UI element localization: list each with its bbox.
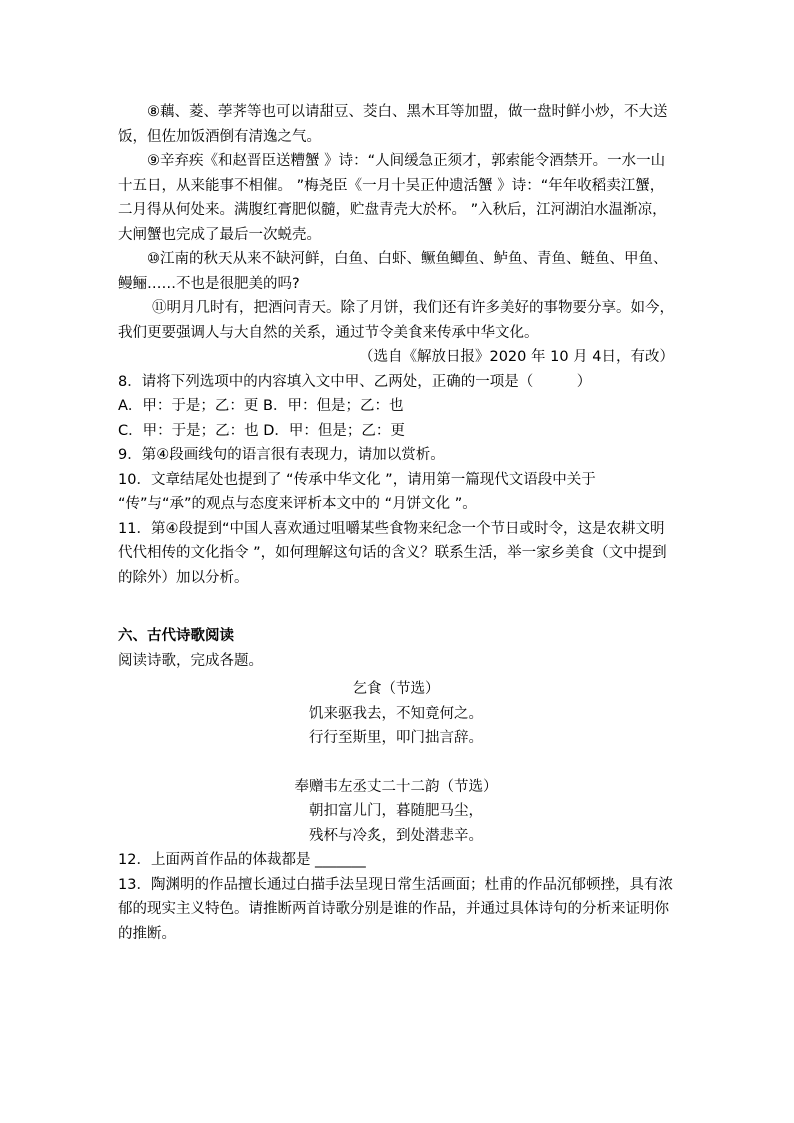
poem1-line-2: 行行至斯里，叩门拙言辞。 [309, 730, 483, 746]
document-page [118, 100, 674, 946]
paragraph-8: ⑧藕、菱、荸荠等也可以请甜豆、茭白、黑木耳等加盟，做一盘时鲜小炒，不大送饭，但佐加饭酒倒有清逸之气。 [118, 104, 668, 145]
question-8: 8．请将下列选项中的内容填入文中甲、乙两处，正确的一项是（ ） [118, 373, 592, 390]
section-heading: 六、古代诗歌阅读 [118, 628, 234, 644]
poem1-line-1: 饥来驱我去，不知竟何之。 [309, 705, 483, 722]
question-10: 10．文章结尾处也提到了 “传承中华文化 ”，请用第一篇现代文语段中关于 “传”与“承”的观点与态度来评析本文中的 “月饼文化 ”。 [118, 471, 596, 512]
question-8-options-cd: C．甲：于是；乙：也 D．甲：但是；乙：更 [118, 422, 405, 439]
source-citation: （选自《解放日报》2020 年 10 月 4日，有改） [358, 349, 674, 365]
poem2-line-2: 残杯与冷炙，到处潜悲辛。 [309, 827, 483, 844]
poem-spacer [118, 751, 674, 775]
section-instruction: 阅读诗歌，完成各题。 [118, 652, 263, 669]
question-13: 13．陶渊明的作品擅长通过白描手法呈现日常生活画面；杜甫的作品沉郁顿挫，具有浓郁的现实主义特色。请推断两首诗歌分别是谁的作品，并通过具体诗句的分析来证明你的推断。 [118, 876, 673, 942]
poem2-title: 奉赠韦左丞丈二十二韵（节选） [294, 778, 498, 795]
paragraph-10: ⑩江南的秋天从来不缺河鲜，白鱼、白虾、鳜鱼鲫鱼、鲈鱼、青鱼、鲢鱼、甲鱼、鳗鲡……不也是很肥美的吗? [118, 251, 668, 292]
question-8-options-ab: A．甲：于是；乙：更 B．甲：但是；乙：也 [118, 398, 404, 414]
poem2-line-1: 朝扣富儿门，暮随肥马尘， [309, 803, 483, 819]
question-11: 11．第④段提到“中国人喜欢通过咀嚼某些食物来纪念一个节日或时令，这是农耕文明代代相传的文化指令 ”，如何理解这句话的含义？联系生活，举一家乡美食（文中提到的除外）加以分析。 [118, 520, 667, 586]
paragraph-9: ⑨辛弃疾《和赵晋臣送糟蟹 》诗：“人间缓急正须才，郭索能令酒禁开。一水一山十五日，从来能事不相催。 ”梅尧臣《一月十吴正仲遗活蟹 》诗：“年年收稻卖江蟹，二月得从何处来。满腹红膏肥似髓，贮盘青壳大於杯。 ”入秋后，江河湖泊水温渐凉，大闸蟹也完成了最后一次蜕壳。 [118, 153, 667, 243]
question-9: 9．第④段画线句的语言很有表现力，请加以赏析。 [118, 447, 445, 463]
poem1-title: 乞食（节选） [352, 681, 440, 697]
paragraph-11: ⑪明月几时有，把酒问青天。除了月饼，我们还有许多美好的事物要分享。如今，我们更要强调人与大自然的关系，通过节令美食来传承中华文化。 [118, 300, 674, 341]
question-12: 12．上面两首作品的体裁都是 _______ [118, 852, 366, 868]
